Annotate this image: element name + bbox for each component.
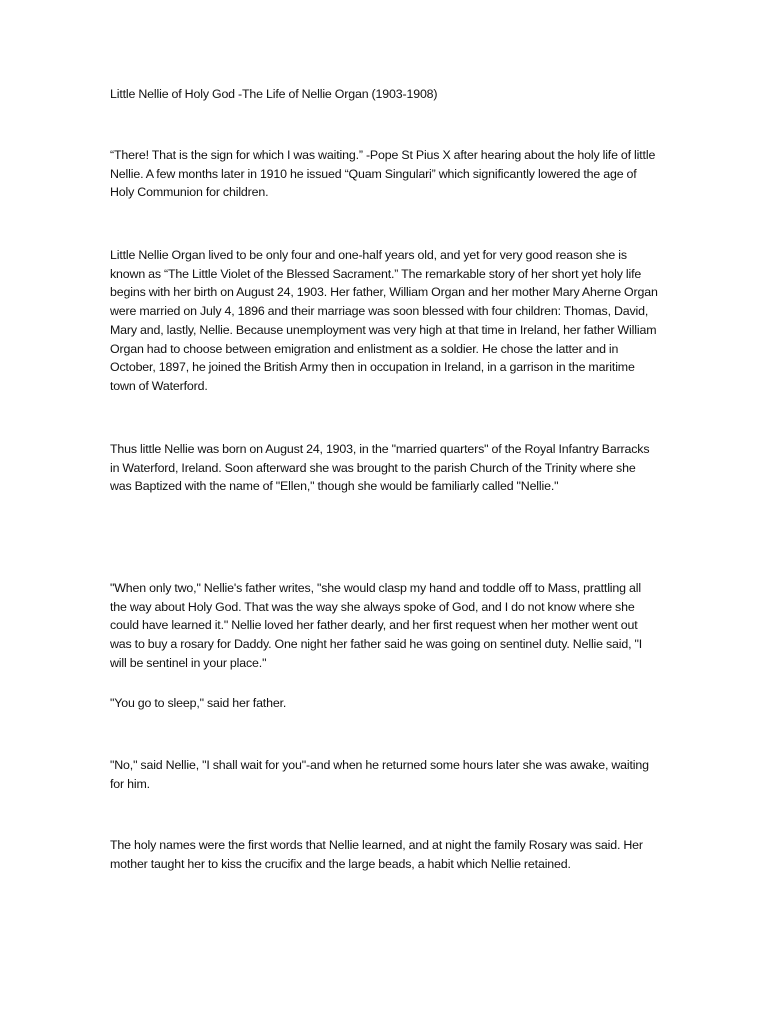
paragraph-baptism: Thus little Nellie was born on August 24, 1903, in the "married quarters" of the Royal Infantry Barracks in Waterford, Ireland. Soon afterward she was brought to the parish Church of the Trinity where she was Baptized with the name of "Ellen," though she would be familiarly called "Nellie.": [110, 442, 650, 494]
paragraph-wait-for-you: "No," said Nellie, "I shall wait for you"-and when he returned some hours later she was awake, waiting for him.: [110, 758, 649, 791]
document-title: Little Nellie of Holy God -The Life of Nellie Organ (1903-1908): [110, 87, 438, 101]
paragraph-nellie-birth: Little Nellie Organ lived to be only four and one-half years old, and yet for very good reason she is known as “The Little Violet of the Blessed Sacrament.” The remarkable story of her short yet holy life begins with her birth on August 24, 1903. Her father, William Organ and her mother Mary Aherne Organ were married on July 4, 1896 and their marriage was soon blessed with four children: Thomas, David, Mary and, lastly, Nellie. Because unemployment was very high at that time in Ireland, her father William Organ had to choose between emigration and enlistment as a soldier. He chose the latter and in October, 1897, he joined the British Army then in occupation in Ireland, in a garrison in the maritime town of Waterford.: [110, 248, 658, 393]
paragraph-father-recollection: "When only two," Nellie's father writes, "she would clasp my hand and toddle off to Mass, prattling all the way about Holy God. That was the way she always spoke of God, and I do not know where she could have learned it." Nellie loved her father dearly, and her first request when her mother went out was to buy a rosary for Daddy. One night her father said he was going on sentinel duty. Nellie said, "I will be sentinel in your place.": [110, 581, 643, 670]
paragraph-pius-quote: “There! That is the sign for which I was waiting.” -Pope St Pius X after hearing about the holy life of little Nellie. A few months later in 1910 he issued “Quam Singulari” which significantly lowered the age of Holy Communion for children.: [110, 148, 656, 200]
paragraph-holy-names: The holy names were the first words that Nellie learned, and at night the family Rosary was said. Her mother taught her to kiss the crucifix and the large beads, a habit which Nellie retained.: [110, 838, 643, 871]
paragraph-go-to-sleep: "You go to sleep," said her father.: [110, 696, 287, 710]
